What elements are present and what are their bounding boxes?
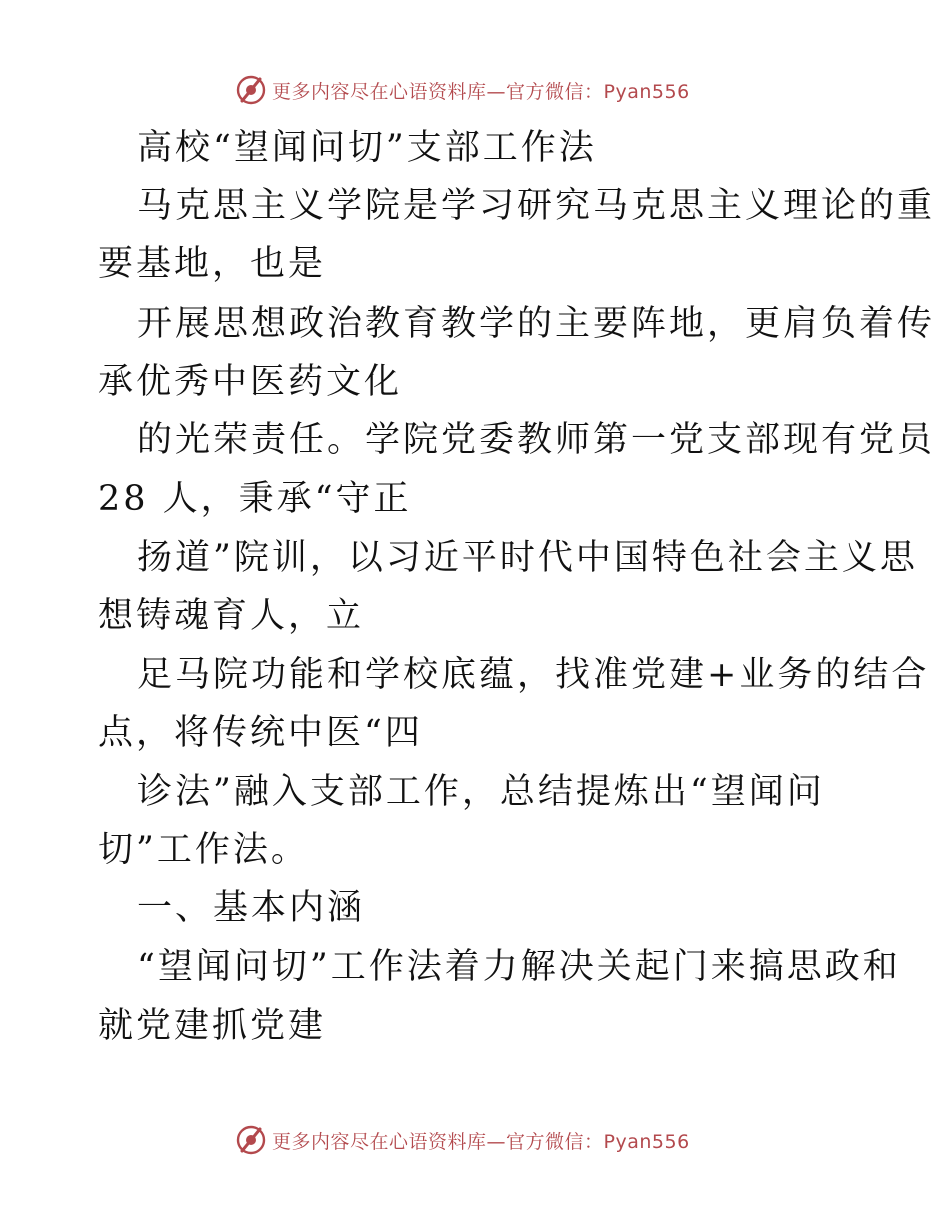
- paragraph-line: 切”工作法。: [98, 830, 309, 870]
- brush-seal-logo-icon: [234, 73, 268, 107]
- paragraph-line: 点，将传统中医“四: [98, 713, 423, 753]
- paragraph-line: 想铸魂育人，立: [98, 596, 365, 636]
- paragraph-line: 开展思想政治教育教学的主要阵地，更肩负着传: [137, 304, 936, 344]
- banner-text: 更多内容尽在心语资料库—官方微信：Pyan556: [272, 1130, 690, 1153]
- paragraph-line: 足马院功能和学校底蕴，找准党建+业务的结合: [137, 655, 930, 695]
- paragraph-line: 的光荣责任。学院党委教师第一党支部现有党员: [137, 420, 936, 460]
- brush-seal-logo-icon: [234, 1123, 268, 1157]
- paragraph-line: 承优秀中医药文化: [98, 362, 403, 402]
- paragraph-line: 扬道”院训，以习近平时代中国特色社会主义思: [137, 538, 918, 578]
- paragraph-line: 28 人，秉承“守正: [98, 479, 412, 519]
- paragraph-line: 就党建抓党建: [98, 1006, 327, 1046]
- section-heading: 一、基本内涵: [137, 888, 366, 928]
- document-title: 高校“望闻问切”支部工作法: [137, 128, 597, 168]
- paragraph-line: 诊法”融入支部工作，总结提炼出“望闻问: [137, 772, 825, 812]
- banner-text: 更多内容尽在心语资料库—官方微信：Pyan556: [272, 80, 690, 103]
- footer-watermark: [234, 1122, 690, 1158]
- header-watermark: [234, 72, 690, 108]
- paragraph-line: 要基地，也是: [98, 244, 327, 284]
- paragraph-line: 马克思主义学院是学习研究马克思主义理论的重: [137, 186, 936, 226]
- paragraph-line: “望闻问切”工作法着力解决关起门来搞思政和: [137, 947, 901, 987]
